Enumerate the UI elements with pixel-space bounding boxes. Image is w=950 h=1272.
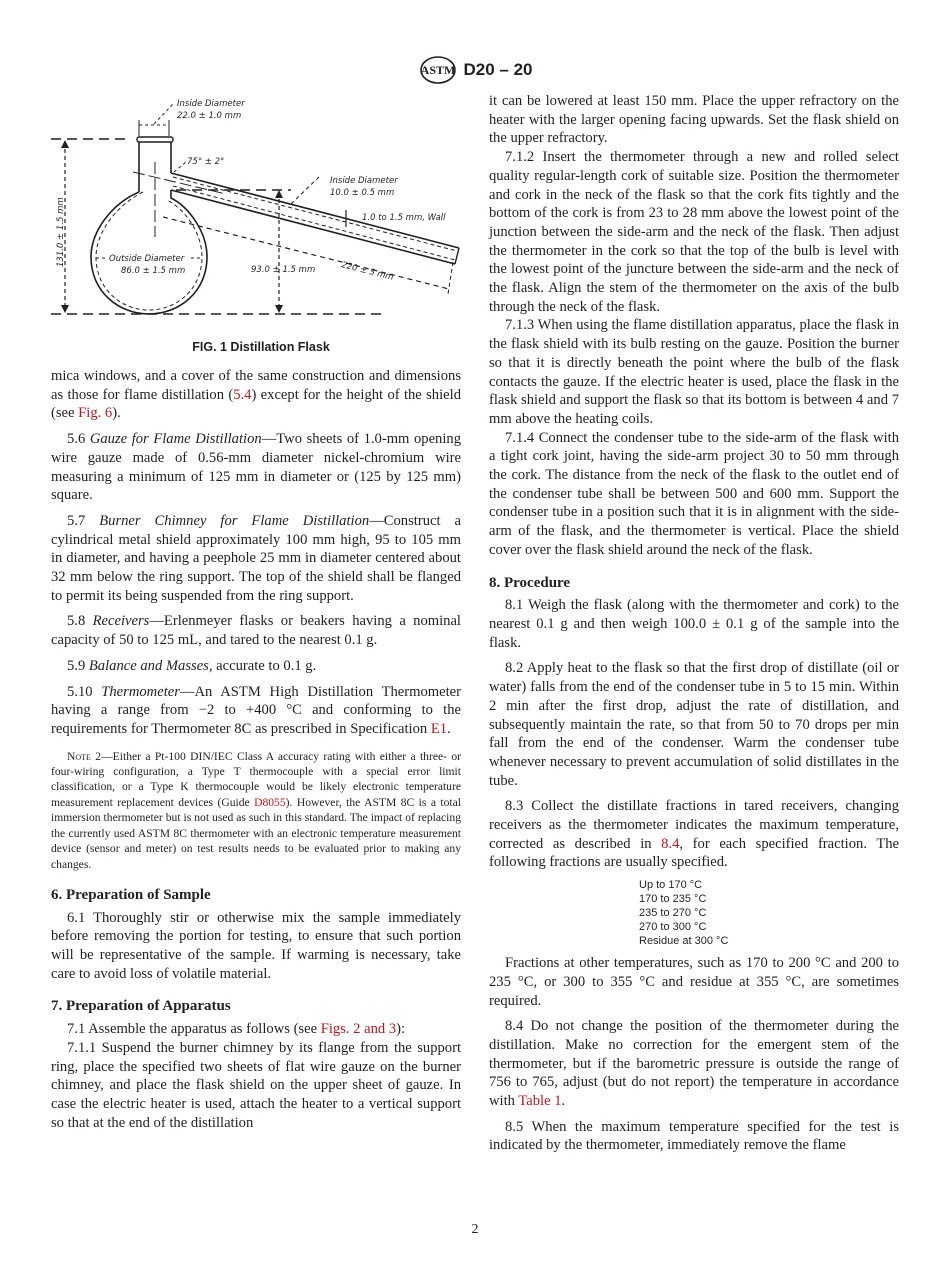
angle-label: 75° ± 2°	[187, 157, 225, 167]
link-d8055[interactable]: D8055	[254, 795, 286, 809]
paragraph-5-10: 5.10 Thermometer—An ASTM High Distillation Thermometer having a range from −2 to +400 °C and conforming to the requirements for Thermometer 8C as prescribed in Specification E1.	[51, 683, 461, 737]
section-8-heading: 8. Procedure	[489, 574, 571, 591]
fraction-item: Up to 170 °C	[639, 879, 703, 892]
figure-caption: FIG. 1 Distillation Flask	[192, 339, 330, 354]
paragraph-5-7: 5.7 Burner Chimney for Flame Distillation—Construct a cylindrical metal shield approximately 100 mm high, 95 to 105 mm in diameter, and having a peephole 25 mm in diameter centered about 32 mm below the ring support. The top of the shield shall be flanged to permit its being suspended from the ring support.	[51, 512, 461, 604]
arm-length-label: 220 ± 5 mm	[340, 260, 395, 283]
fraction-item: 235 to 270 °C	[639, 907, 707, 920]
paragraph-5-5-continued: mica windows, and a cover of the same construction and dimensions as those for flame distillation (5.4) except for the height of the shield (see Fig. 6).	[51, 368, 461, 422]
figure-1-distillation-flask	[51, 92, 471, 352]
page-number: 2	[471, 1222, 479, 1237]
right-column	[489, 92, 899, 1155]
paragraph-8-4: 8.4 Do not change the position of the thermometer during the distillation. Make no correction for the emergent stem of the thermometer, but if the barometric pressure is outside the range of 756 to 765, adjust (but do not report) the temperature in accordance with Table 1.	[489, 1018, 899, 1110]
arm-id-value: 10.0 ± 0.5 mm	[330, 188, 395, 198]
section-6-heading: 6. Preparation of Sample	[51, 886, 211, 903]
neck-id-value: 22.0 ± 1.0 mm	[177, 111, 242, 121]
paragraph-7-1-3: 7.1.3 When using the flame distillation apparatus, place the flask in the flask shield with its bulb resting on the gauze. Position the burner so that it is directly beneath the point where the bulb of the flask contacts the gauze. If the electric heater is used, place the flask in the flask shield and support the flask so that its bottom is between 4 and 7 mm above the heating coils.	[489, 317, 899, 427]
paragraph-6-1: 6.1 Thoroughly stir or otherwise mix the sample immediately before removing the portion for testing, to ensure that such portion will be representative of the sample. If warming is necessary, take care to avoid loss of volatile material.	[51, 909, 461, 982]
fraction-item: 170 to 235 °C	[639, 893, 707, 906]
fractions-list	[639, 878, 899, 948]
arm-id-title: Inside Diameter	[330, 176, 398, 186]
paragraph-7-1-2: 7.1.2 Insert the thermometer through a new and rolled select quality regular-length cork of suitable size. Position the thermometer and cork in the neck of the flask so that the cork fits tightly and the bottom of the cork is from 23 to 28 mm above the lowest point of the junction between the side-arm and the neck of the flask. Then adjust the thermometer in the cork so that the top of the bulb is level with the lowest point of the juncture between the side-arm and the neck of the flask. Align the stem of the thermometer on the axis of the bulb through the neck of the flask.	[489, 149, 899, 315]
paragraph-7-1-1-continued: it can be lowered at least 150 mm. Place the upper refractory on the heater with the larger opening facing upwards. Set the flask shield on the upper refractory.	[489, 93, 899, 147]
paragraph-8-1: 8.1 Weigh the flask (along with the thermometer and cork) to the nearest 0.1 g and then weigh 100.0 ± 0.1 g of the sample into the flask.	[489, 597, 899, 651]
paragraph-8-2: 8.2 Apply heat to the flask so that the first drop of distillate (oil or water) falls from the end of the condenser tube in 5 to 15 min. Within 2 min after the first drop, adjust the rate of distillation, and subsequently maintain the rate, so that from 50 to 70 drops per min fall from the end of the condenser. Warm the condenser tube whenever necessary to prevent accumulation of solid distillates in the tube.	[489, 660, 899, 789]
left-column	[51, 92, 461, 1132]
paragraph-7-1: 7.1 Assemble the apparatus as follows (see Figs. 2 and 3):	[67, 1021, 406, 1038]
fraction-item: Residue at 300 °C	[639, 935, 729, 948]
link-8-4[interactable]: 8.4	[661, 835, 680, 852]
link-5-4[interactable]: 5.4	[233, 386, 252, 403]
note-2: Note 2—Either a Pt-100 DIN/IEC Class A accuracy rating with either a three- or four-wiring configuration, a Type T thermocouple with a special error limit classification, or a Type K thermocouple would be likely electronic temperature measurement replacement devices (Guide D8055). However, the ASTM 8C is a total immersion thermometer but is not used as such in this standard. The impact of replacing the currently used ASTM 8C thermometer with an electronic temperature measurement device (sensor and meter) on test results needs to be evaluated prior to making any changes.	[51, 749, 461, 871]
od-value: 86.0 ± 1.5 mm	[121, 266, 186, 276]
link-fig-6[interactable]: Fig. 6	[78, 405, 113, 422]
link-table-1[interactable]: Table 1	[518, 1093, 562, 1110]
svg-text:ASTM: ASTM	[420, 63, 455, 77]
paragraph-5-8: 5.8 Receivers—Erlenmeyer flasks or beakers having a nominal capacity of 50 to 125 mL, and tared to the nearest 0.1 g.	[51, 613, 461, 649]
wall-label: 1.0 to 1.5 mm, Wall	[362, 213, 446, 223]
link-e1[interactable]: E1	[430, 720, 448, 737]
fraction-item: 270 to 300 °C	[639, 921, 707, 934]
paragraph-other-fractions: Fractions at other temperatures, such as 170 to 200 °C and 200 to 235 °C, or 300 to 355 °C and residue at 355 °C, are sometimes required.	[489, 955, 899, 1009]
paragraph-7-1-1: 7.1.1 Suspend the burner chimney by its flange from the support ring, place the specified two sheets of flat wire gauze on the burner chimney, and place the flask shield on the upper sheet of gauze. In case the electric heater is used, attach the heater to a vertical support so that at the end of the distillation	[51, 1039, 461, 1131]
page-header	[0, 55, 950, 85]
height-label: 131.0 ± 1.5 mm	[56, 197, 66, 267]
flask-diagram	[51, 92, 471, 332]
section-7-heading: 7. Preparation of Apparatus	[51, 998, 231, 1015]
astm-logo-icon	[418, 54, 458, 86]
paragraph-8-3: 8.3 Collect the distillate fractions in tared receivers, changing receivers as the thermometer indicates the maximum temperature, corrected as described in 8.4, for each specified fraction. The following fractions are usually specified.	[489, 798, 900, 871]
od-title: Outside Diameter	[109, 254, 185, 264]
paragraph-5-6: 5.6 Gauze for Flame Distillation—Two sheets of 1.0-mm opening wire gauze made of 0.56-mm diameter nickel-chromium wire measuring a minimum of 125 mm in diameter or (125 by 125 mm) square.	[51, 431, 461, 504]
paragraph-7-1-4: 7.1.4 Connect the condenser tube to the side-arm of the flask with a tight cork joint, having the side-arm project 30 to 50 mm through the cork. The distance from the neck of the flask to the outlet end of the condenser tube shall be between 500 and 600 mm. Support the condenser tube in a position such that it is in alignment with the side-arm of the flask, and the thermometer is vertical. Place the shield cover over the flask shield around the neck of the flask.	[489, 429, 899, 558]
paragraph-5-9: 5.9 Balance and Masses, accurate to 0.1 g.	[67, 657, 317, 674]
paragraph-8-5: 8.5 When the maximum temperature specified for the test is indicated by the thermometer, immediately remove the flame	[489, 1118, 899, 1154]
link-figs-2-3[interactable]: Figs. 2 and 3	[320, 1021, 397, 1038]
document-id: D20 – 20	[463, 60, 533, 79]
neck-id-title: Inside Diameter	[177, 99, 245, 109]
arm-height-label: 93.0 ± 1.5 mm	[251, 265, 316, 275]
